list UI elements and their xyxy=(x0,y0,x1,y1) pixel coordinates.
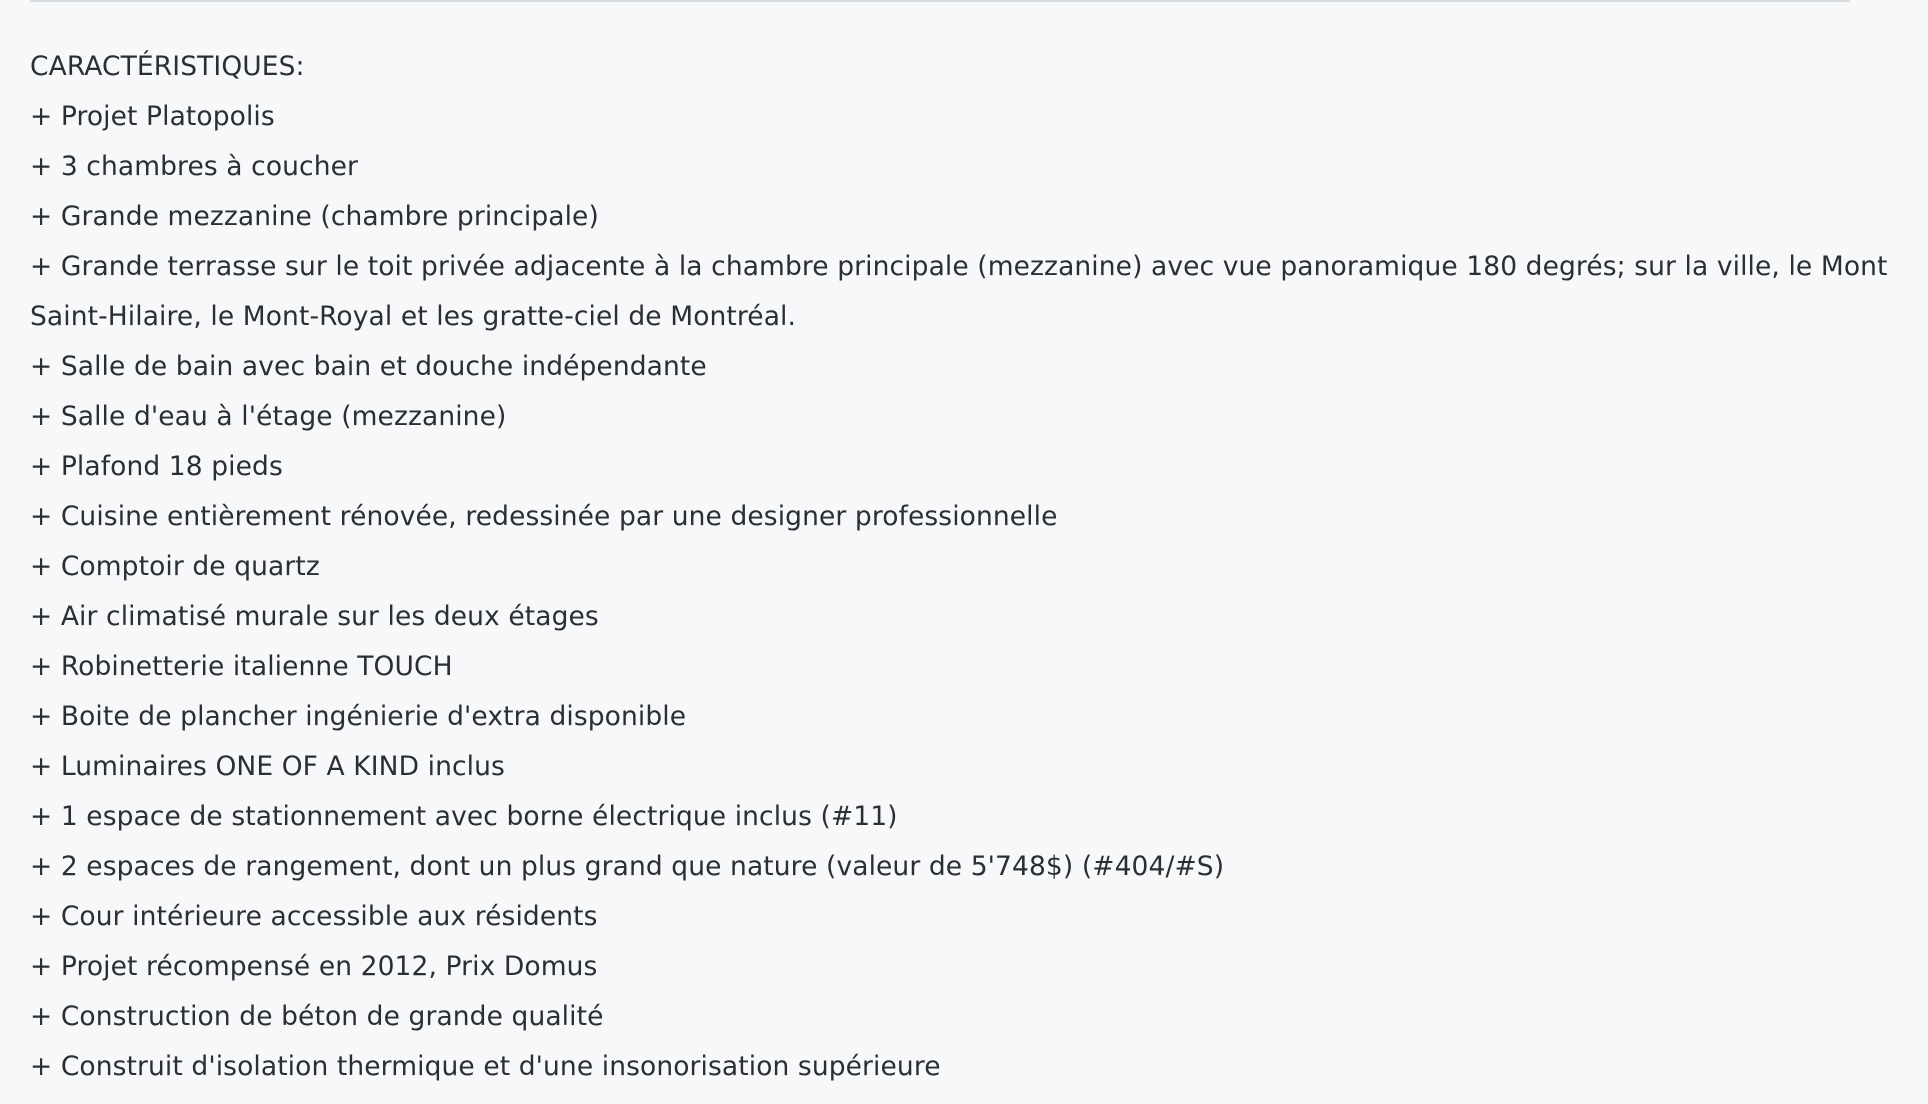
features-heading: CARACTÉRISTIQUES: xyxy=(30,51,305,82)
feature-item: + Projet récompensé en 2012, Prix Domus xyxy=(30,951,598,982)
feature-item: + Cour intérieure accessible aux résidents xyxy=(30,901,598,932)
feature-item: + Salle de bain avec bain et douche indépendante xyxy=(30,351,707,382)
feature-item: + Projet Platopolis xyxy=(30,101,275,132)
feature-item: + Air climatisé murale sur les deux étages xyxy=(30,601,599,632)
feature-item: + Plafond 18 pieds xyxy=(30,451,283,482)
feature-item: + Grande mezzanine (chambre principale) xyxy=(30,201,599,232)
feature-item: + Construction de béton de grande qualité xyxy=(30,1001,604,1032)
feature-item: + 3 chambres à coucher xyxy=(30,151,359,182)
feature-item: + Luminaires ONE OF A KIND inclus xyxy=(30,751,505,782)
feature-item: + Grande terrasse sur le toit privée adjacente à la chambre principale (mezzanine) avec vue panoramique 180 degrés; sur la ville, le Mont Saint-Hilaire, le Mont-Royal et les gratte-ciel de Montréal. xyxy=(30,251,1888,332)
feature-item: + Comptoir de quartz xyxy=(30,551,320,582)
feature-list xyxy=(30,92,1890,1092)
features-section xyxy=(30,2,1890,1092)
feature-item: + Boite de plancher ingénierie d'extra disponible xyxy=(30,701,687,732)
feature-item: + Salle d'eau à l'étage (mezzanine) xyxy=(30,401,507,432)
feature-item: + Cuisine entièrement rénovée, redessinée par une designer professionnelle xyxy=(30,501,1058,532)
feature-item: + Robinetterie italienne TOUCH xyxy=(30,651,453,682)
feature-item: + 1 espace de stationnement avec borne électrique inclus (#11) xyxy=(30,801,898,832)
feature-item: + Construit d'isolation thermique et d'une insonorisation supérieure xyxy=(30,1051,941,1082)
feature-item: + 2 espaces de rangement, dont un plus grand que nature (valeur de 5'748$) (#404/#S) xyxy=(30,851,1225,882)
